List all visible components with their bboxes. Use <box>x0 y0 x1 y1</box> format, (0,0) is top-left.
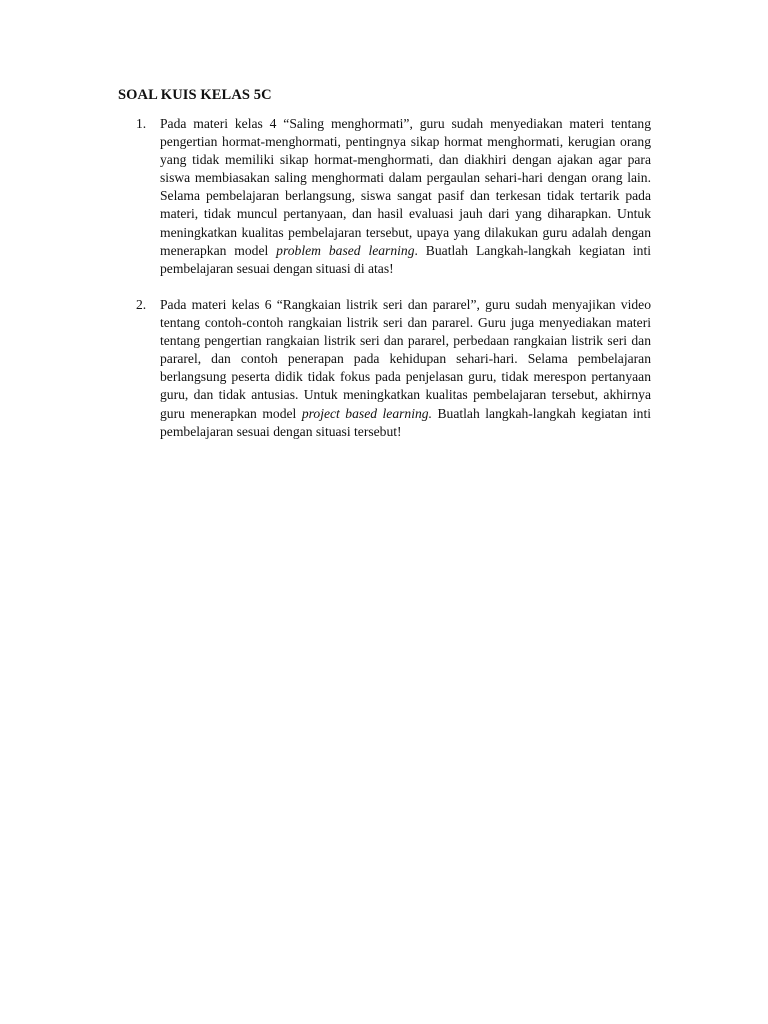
question-text <box>160 296 651 441</box>
question-number: 1. <box>136 116 147 131</box>
question-text-part: . Buatlah Langkah-langkah kegiatan inti pembelajaran sesuai dengan situasi di atas! <box>160 242 651 276</box>
question-text-part: Pada materi kelas 4 “Saling menghormati”, guru sudah menyediakan materi tentang pengertian hormat-menghormati, pentingnya sikap hormat menghormati, kerugian orang yang tidak memiliki sikap hormat-menghormati, dan diakhiri dengan ajakan agar para siswa membiasakan saling menghormati dalam pergaulan sehari-hari dengan orang lain. Selama pembelajaran berlangsung, siswa sangat pasif dan terkesan tidak tertarik pada materi, tidak muncul pertanyaan, dan hasil evaluasi jauh dari yang diharapkan. Untuk meningkatkan kualitas pembelajaran tersebut, upaya yang dilakukan guru adalah dengan menerapkan model <box>160 116 651 258</box>
question-text-part: Pada materi kelas 6 “Rangkaian listrik seri dan pararel”, guru sudah menyajikan video tentang contoh-contoh rangkaian listrik seri dan pararel. Guru juga menyediakan materi tentang pengertian rangkaian listrik seri dan pararel, perbedaan rangkaian listrik seri dan pararel, dan contoh penerapan pada kehidupan sehari-hari. Selama pembelajaran berlangsung peserta didik tidak fokus pada penjelasan guru, tidak merespon pertanyaan guru, dan tidak antusias. Untuk meningkatkan kualitas pembelajaran tersebut, akhirnya guru menerapkan model <box>160 297 651 421</box>
question-text-part: Buatlah langkah-langkah kegiatan inti pembelajaran sesuai dengan situasi tersebut! <box>160 405 652 439</box>
question-emphasis: problem based learning <box>276 242 415 258</box>
question-text <box>160 115 651 278</box>
question-number: 2. <box>136 297 147 312</box>
question-emphasis: project based learning. <box>301 405 432 421</box>
document-title: SOAL KUIS KELAS 5C <box>118 87 272 103</box>
